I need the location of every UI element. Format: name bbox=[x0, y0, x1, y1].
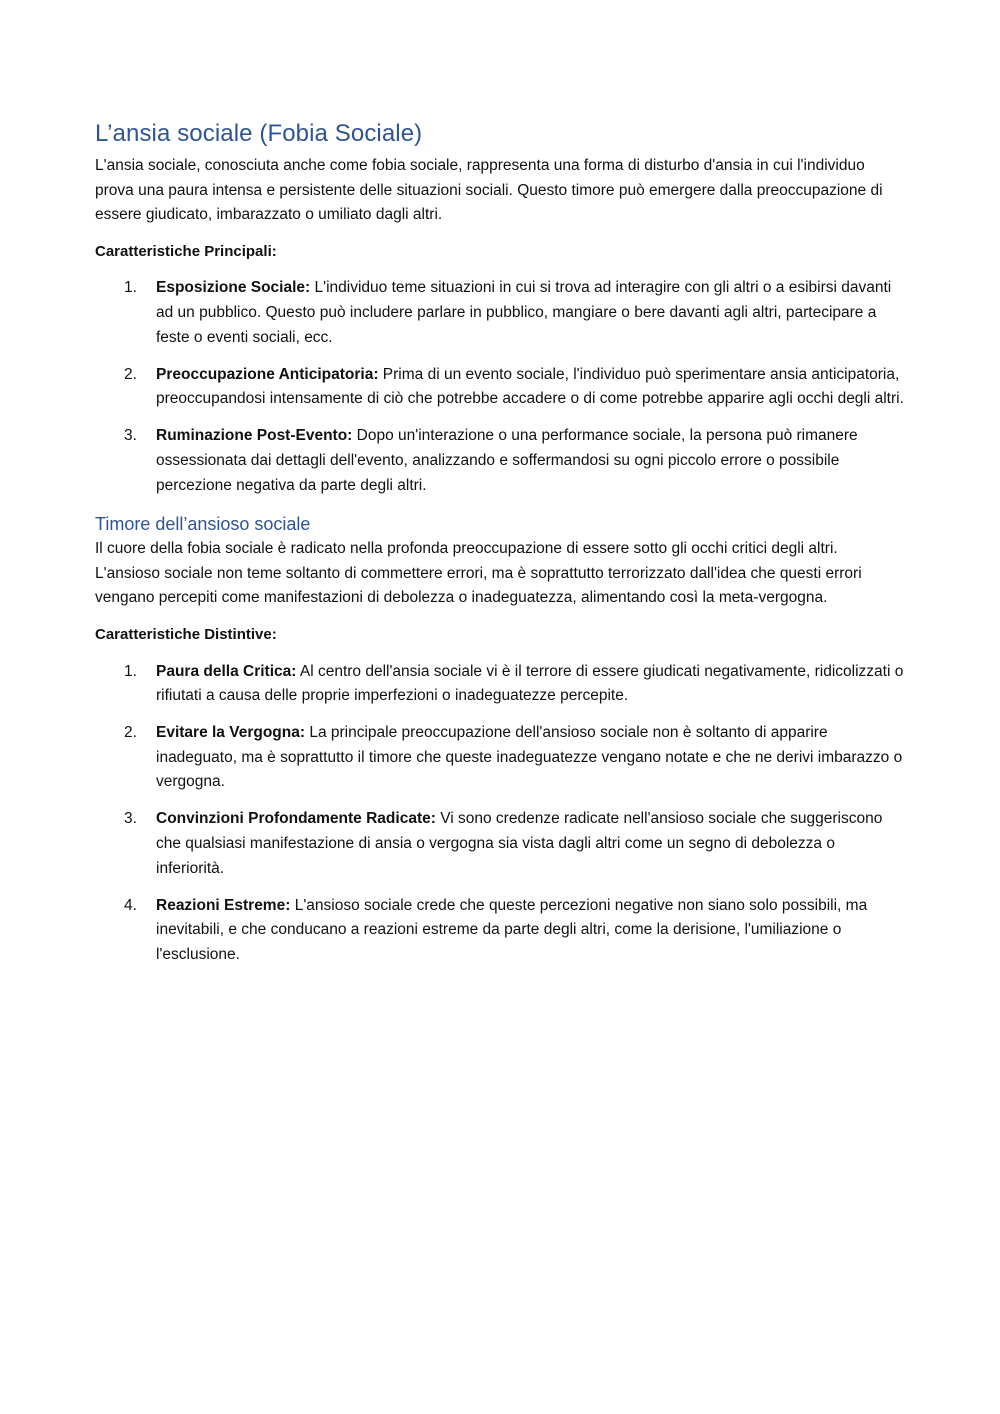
list-item-text: Dopo un'interazione o una performance sociale, la persona può rimanere ossessionata dai dettagli dell'evento, analizzando e soffermandosi su ogni piccolo errore o possibile percezione negativa da parte degli altri. bbox=[156, 427, 858, 494]
list-item-term: Preoccupazione Anticipatoria: bbox=[156, 365, 379, 383]
list-item-text: Prima di un evento sociale, l'individuo può sperimentare ansia anticipatoria, preoccupandosi intensamente di ciò che potrebbe accadere o di come potrebbe apparire agli occhi degli altri. bbox=[156, 365, 904, 408]
list-item-text: Vi sono credenze radicate nell'ansioso sociale che suggeriscono che qualsiasi manifestazione di ansia o vergogna sia vista dagli altri come un segno di debolezza o inferiorità. bbox=[156, 810, 883, 877]
intro-paragraph: L'ansia sociale, conosciuta anche come fobia sociale, rappresenta una forma di disturbo d'ansia in cui l'individuo prova una paura intensa e persistente delle situazioni sociali. Questo timore può emergere dalla preoccupazione di essere giudicato, imbarazzato o umiliato dagli altri. bbox=[95, 157, 883, 224]
list-item bbox=[95, 660, 905, 709]
list-item-number: 2. bbox=[124, 365, 137, 383]
section-label-distintive: Caratteristiche Distintive: bbox=[95, 625, 277, 643]
list-item bbox=[95, 424, 905, 498]
list-item-term: Convinzioni Profondamente Radicate: bbox=[156, 810, 436, 828]
list-item bbox=[95, 363, 905, 412]
document-title: L’ansia sociale (Fobia Sociale) bbox=[95, 120, 423, 147]
list-item-text: La principale preoccupazione dell'ansioso sociale non è soltanto di apparire inadeguato, ma è soprattutto il timore che queste inadeguatezze vengano notate e che ne derivi imbarazzo o vergogna. bbox=[156, 724, 903, 791]
list-distintive bbox=[95, 660, 905, 968]
section-subtitle: Timore dell’ansioso sociale bbox=[95, 514, 311, 535]
document-page bbox=[95, 118, 905, 980]
list-item-number: 3. bbox=[124, 810, 137, 828]
list-item-term: Ruminazione Post-Evento: bbox=[156, 427, 353, 445]
list-item-number: 1. bbox=[124, 279, 137, 297]
list-item-term: Evitare la Vergogna: bbox=[156, 724, 306, 742]
list-item-text: Al centro dell'ansia sociale vi è il terrore di essere giudicati negativamente, ridicolizzati o rifiutati a causa delle proprie imperfezioni o inadeguatezze percepite. bbox=[156, 662, 904, 705]
list-item bbox=[95, 894, 905, 968]
list-item-number: 3. bbox=[124, 427, 137, 445]
list-item-term: Reazioni Estreme: bbox=[156, 896, 291, 914]
list-item-number: 2. bbox=[124, 724, 137, 742]
section-label-principali: Caratteristiche Principali: bbox=[95, 242, 277, 260]
list-principali bbox=[95, 276, 905, 498]
list-item-number: 1. bbox=[124, 662, 137, 680]
list-item-text: L'individuo teme situazioni in cui si trova ad interagire con gli altri o a esibirsi davanti ad un pubblico. Questo può includere parlare in pubblico, mangiare o bere davanti agli altri, partecipare a feste o eventi sociali, ecc. bbox=[156, 279, 892, 346]
list-item bbox=[95, 807, 905, 881]
list-item bbox=[95, 276, 905, 350]
list-item-text: L'ansioso sociale crede che queste percezioni negative non siano solo possibili, ma inevitabili, e che conducano a reazioni estreme da parte degli altri, come la derisione, l'umiliazione o l'esclusione. bbox=[156, 896, 868, 963]
list-item-term: Paura della Critica: bbox=[156, 662, 297, 680]
list-item-term: Esposizione Sociale: bbox=[156, 279, 311, 297]
paragraph-timore: Il cuore della fobia sociale è radicato nella profonda preoccupazione di essere sotto gli occhi critici degli altri. L'ansioso sociale non teme soltanto di commettere errori, ma è soprattutto terrorizzato dall'idea che questi errori vengano percepiti come manifestazioni di debolezza o inadeguatezza, alimentando così la meta-vergogna. bbox=[95, 540, 862, 607]
list-item bbox=[95, 721, 905, 795]
list-item-number: 4. bbox=[124, 896, 137, 914]
